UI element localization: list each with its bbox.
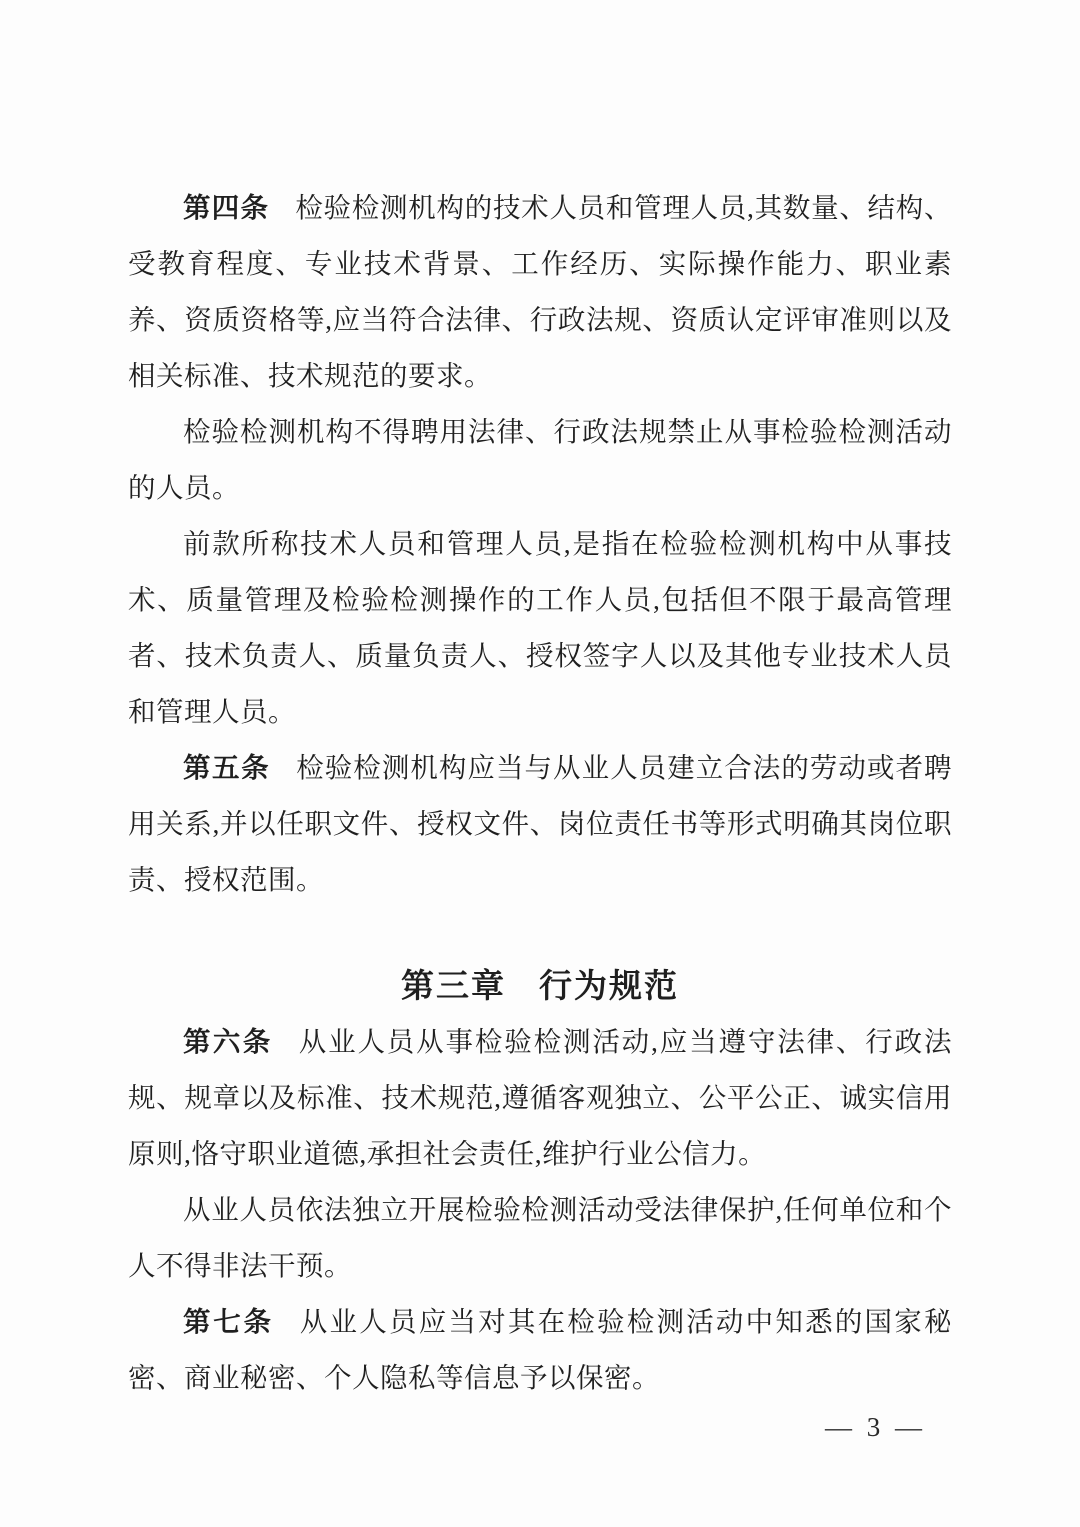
document-body (128, 180, 952, 1448)
article-5-text: 检验检测机构应当与从业人员建立合法的劳动或者聘用关系,并以任职文件、授权文件、岗位责任书等形式明确其岗位职责、授权范围。 (128, 752, 953, 895)
chapter-3-heading (128, 958, 952, 1014)
paragraph-article-4 (128, 180, 952, 404)
paragraph-article-6-clause-2 (128, 1182, 952, 1294)
article-7-label: 第七条 (183, 1306, 274, 1337)
paragraph-article-5 (128, 740, 952, 908)
paragraph-article-6 (128, 1014, 952, 1182)
page-number-text: — 3 — (825, 1412, 926, 1442)
article-6-clause-2-text: 从业人员依法独立开展检验检测活动受法律保护,任何单位和个人不得非法干预。 (128, 1194, 952, 1281)
paragraph-article-4-clause-2 (128, 404, 952, 516)
page-number (128, 1406, 952, 1448)
paragraph-article-7 (128, 1294, 952, 1406)
chapter-3-label: 第三章 (401, 967, 506, 1004)
article-7-text: 从业人员应当对其在检验检测活动中知悉的国家秘密、商业秘密、个人隐私等信息予以保密。 (128, 1306, 952, 1393)
article-6-label: 第六条 (183, 1026, 273, 1057)
article-6-text: 从业人员从事检验检测活动,应当遵守法律、行政法规、规章以及标准、技术规范,遵循客观独立、公平公正、诚实信用原则,恪守职业道德,承担社会责任,维护行业公信力。 (128, 1026, 953, 1169)
chapter-3-title: 行为规范 (539, 967, 679, 1004)
article-4-label: 第四条 (183, 192, 270, 223)
article-4-clause-3-text: 前款所称技术人员和管理人员,是指在检验检测机构中从事技术、质量管理及检验检测操作的工作人员,包括但不限于最高管理者、技术负责人、质量负责人、授权签字人以及其他专业技术人员和管理人员。 (128, 528, 952, 727)
article-4-clause-2-text: 检验检测机构不得聘用法律、行政法规禁止从事检验检测活动的人员。 (128, 416, 952, 503)
paragraph-article-4-clause-3 (128, 516, 952, 740)
article-5-label: 第五条 (183, 752, 271, 783)
article-4-text: 检验检测机构的技术人员和管理人员,其数量、结构、受教育程度、专业技术背景、工作经历、实际操作能力、职业素养、资质资格等,应当符合法律、行政法规、资质认定评审准则以及相关标准、技术规范的要求。 (128, 192, 953, 391)
